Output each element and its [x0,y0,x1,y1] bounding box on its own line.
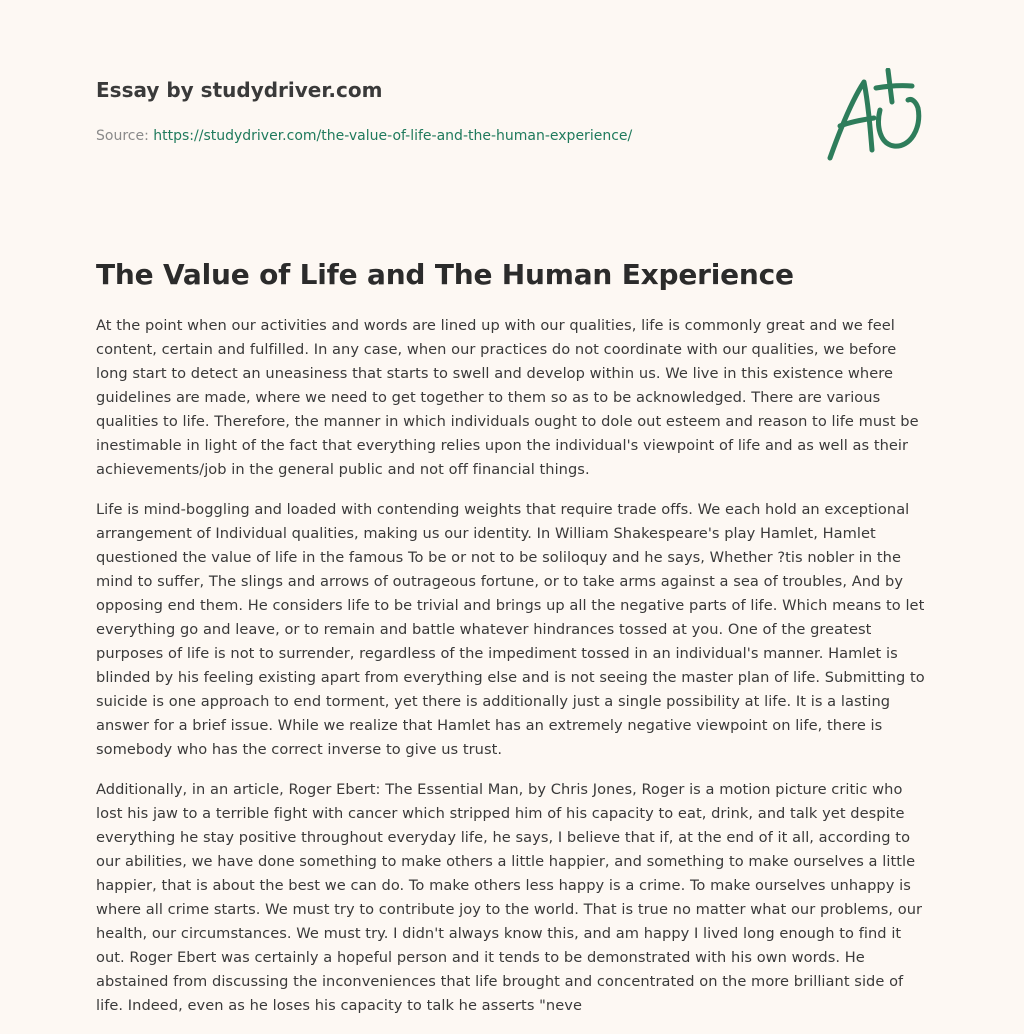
page-header [96,76,796,146]
essay-paragraph: At the point when our activities and words are lined up with our qualities, life is commonly great and we feel content, certain and fulfilled. In any case, when our practices do not coordinate with our qualities, we before long start to detect an uneasiness that starts to swell and develop within us. We live in this existence where guidelines are made, where we need to get together to them so as to be acknowledged. There are various qualities to life. Therefore, the manner in which individuals ought to dole out esteem and reason to life must be inestimable in light of the fact that everything relies upon the individual's viewpoint of life and as well as their achievements/job in the general public and not off financial things. [96,317,919,478]
essay-body [96,314,932,1034]
essay-title: The Value of Life and The Human Experience [96,258,794,291]
essay-paragraph: Additionally, in an article, Roger Ebert: The Essential Man, by Chris Jones, Roger is a motion picture critic who lost his jaw to a terrible fight with cancer which stripped him of his capacity to eat, drink, and talk yet despite everything he stay positive throughout everyday life, he says, I believe that if, at the end of it all, according to our abilities, we have done something to make others a little happier, and something to make ourselves a little happier, that is about the best we can do. To make others less happy is a crime. To make ourselves unhappy is where all crime starts. We must try to contribute joy to the world. That is true no matter what our problems, our health, our circumstances. We must try. I didn't always know this, and am happy I lived long enough to find it out. Roger Ebert was certainly a hopeful person and it tends to be demonstrated with his own words. He abstained from discussing the inconveniences that life brought and concentrated on the more brilliant side of life. Indeed, even as he loses his capacity to talk he asserts "neve [96,781,923,1014]
site-brand: Essay by studydriver.com [96,78,383,102]
source-link[interactable]: https://studydriver.com/the-value-of-life-and-the-human-experience/ [153,128,633,144]
essay-paragraph: Life is mind-boggling and loaded with contending weights that require trade offs. We each hold an exceptional arrangement of Individual qualities, making us our identity. In William Shakespeare's play Hamlet, Hamlet questioned the value of life in the famous To be or not to be soliloquy and he says, Whether ?tis nobler in the mind to suffer, The slings and arrows of outrageous fortune, or to take arms against a sea of troubles, And by opposing end them. He considers life to be trivial and brings up all the negative parts of life. Which means to let everything go and leave, or to remain and battle whatever hindrances tossed at you. One of the greatest purposes of life is not to surrender, regardless of the impediment tossed in an individual's manner. Hamlet is blinded by his feeling existing apart from everything else and is not seeing the master plan of life. Submitting to suicide is one approach to end torment, yet there is additionally just a single possibility at life. It is a lasting answer for a brief issue. While we realize that Hamlet has an extremely negative viewpoint on life, there is somebody who has the correct inverse to give us trust. [96,501,925,758]
a-plus-logo-icon [822,68,928,164]
source-line [96,126,796,146]
source-label: Source: [96,128,149,144]
